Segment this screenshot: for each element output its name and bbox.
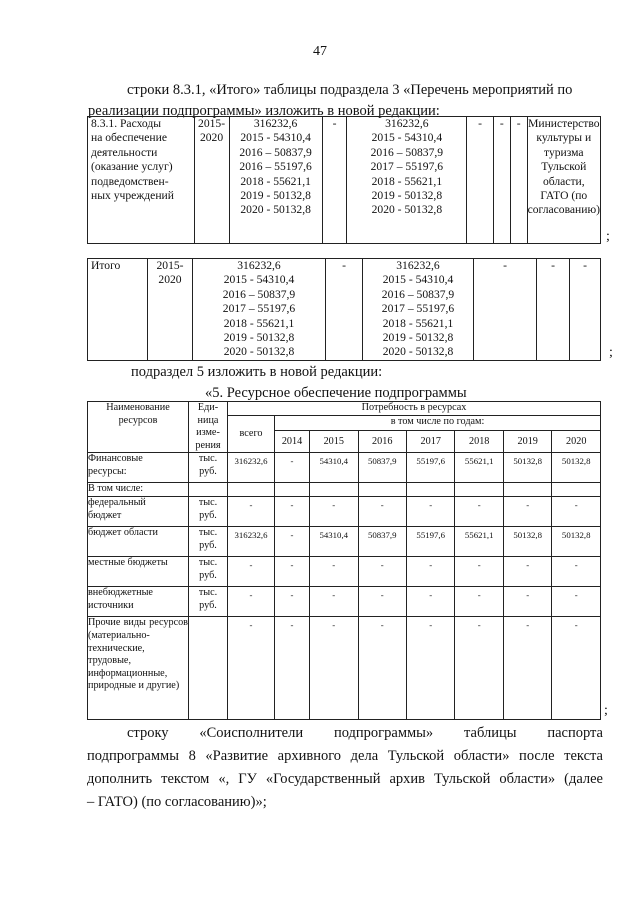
row-local-2015: - xyxy=(310,557,358,587)
row-regional-2014: - xyxy=(275,527,310,557)
row-including-2020 xyxy=(552,483,601,497)
row-including-2019 xyxy=(503,483,551,497)
row-including-name: В том числе: xyxy=(88,483,189,497)
row831-total: 316232,6 2015 - 54310,4 2016 – 50837,9 2016 – 55197,6 2018 - 55621,1 2019 - 50132,8 2020 - 50132,8 xyxy=(229,117,322,244)
resources-table xyxy=(87,401,601,720)
row-local-2016: - xyxy=(358,557,406,587)
row-local-2019: - xyxy=(503,557,551,587)
year-2018: 2018 xyxy=(455,431,503,453)
row-regional-unit: тыс. руб. xyxy=(189,527,228,557)
row831-dash-2: - xyxy=(467,117,494,244)
row-regional-name: бюджет области xyxy=(88,527,189,557)
row-local-2017: - xyxy=(406,557,454,587)
semicolon-3: ; xyxy=(604,703,608,718)
year-2015: 2015 xyxy=(310,431,358,453)
row831-name: 8.3.1. Расходы на обеспечение деятельности (оказание услуг) подведомствен- ных учреждений xyxy=(88,117,195,244)
row-federal-2019: - xyxy=(503,497,551,527)
semicolon-2: ; xyxy=(609,345,613,360)
row-other-total: - xyxy=(228,617,275,720)
row-local-total: - xyxy=(228,557,275,587)
row-regional-2015: 54310,4 xyxy=(310,527,358,557)
row-local-unit: тыс. руб. xyxy=(189,557,228,587)
closing-word-3: подпрограммы» xyxy=(333,725,434,741)
row-offbudget-2016: - xyxy=(358,587,406,617)
itogo-dash-2: - xyxy=(474,259,537,361)
row-other-2016: - xyxy=(358,617,406,720)
row-financial-unit: тыс. руб. xyxy=(189,453,228,483)
row-financial-total: 316232,6 xyxy=(228,453,275,483)
year-2016: 2016 xyxy=(358,431,406,453)
year-2020: 2020 xyxy=(552,431,601,453)
row-offbudget-2014: - xyxy=(275,587,310,617)
row-offbudget-unit: тыс. руб. xyxy=(189,587,228,617)
page-number: 47 xyxy=(313,44,327,59)
header-resource-name: Наименование ресурсов xyxy=(88,402,189,453)
closing-line-2: подпрограммы 8 «Развитие архивного дела Тульской области» после текста xyxy=(87,748,603,764)
row831-dash-4: - xyxy=(510,117,527,244)
row-offbudget-2019: - xyxy=(503,587,551,617)
row-including-2015 xyxy=(310,483,358,497)
row-local-2018: - xyxy=(455,557,503,587)
row-financial-2014: - xyxy=(275,453,310,483)
header-total: всего xyxy=(228,415,275,453)
semicolon-1: ; xyxy=(606,229,610,244)
closing-line-1 xyxy=(127,723,603,744)
row-regional-2020: 50132,8 xyxy=(552,527,601,557)
row-offbudget-2015: - xyxy=(310,587,358,617)
row-federal-2016: - xyxy=(358,497,406,527)
row831-dash-3: - xyxy=(493,117,510,244)
row-other-unit xyxy=(189,617,228,720)
section5-title: «5. Ресурсное обеспечение подпрограммы xyxy=(205,385,467,401)
year-2017: 2017 xyxy=(406,431,454,453)
itogo-period: 2015- 2020 xyxy=(148,259,193,361)
row-federal-2014: - xyxy=(275,497,310,527)
row-other-2020: - xyxy=(552,617,601,720)
row-offbudget-2017: - xyxy=(406,587,454,617)
row-other-name: Прочие виды ресурсов (материально-технические, трудовые, информационные, природные и другие) xyxy=(88,617,189,720)
closing-line-3: дополнить текстом «, ГУ «Государственный архив Тульской области» (далее xyxy=(87,771,603,787)
row-including-unit xyxy=(189,483,228,497)
row-regional-2016: 50837,9 xyxy=(358,527,406,557)
row-including-2016 xyxy=(358,483,406,497)
row-local-name: местные бюджеты xyxy=(88,557,189,587)
row-financial-2015: 54310,4 xyxy=(310,453,358,483)
row-regional-2017: 55197,6 xyxy=(406,527,454,557)
row-federal-unit: тыс. руб. xyxy=(189,497,228,527)
row-federal-name: федеральный бюджет xyxy=(88,497,189,527)
row-including-2018 xyxy=(455,483,503,497)
row-including-2014 xyxy=(275,483,310,497)
row-regional-2019: 50132,8 xyxy=(503,527,551,557)
itogo-dash-1: - xyxy=(326,259,363,361)
row-including-2017 xyxy=(406,483,454,497)
intro-line-1: строки 8.3.1, «Итого» таблицы подраздела 3 «Перечень мероприятий по xyxy=(127,82,573,98)
row-offbudget-2018: - xyxy=(455,587,503,617)
itogo-name: Итого xyxy=(88,259,148,361)
row-financial-2020: 50132,8 xyxy=(552,453,601,483)
row-including-total xyxy=(228,483,275,497)
itogo-region-budget: 316232,6 2015 - 54310,4 2016 – 50837,9 2017 – 55197,6 2018 - 55621,1 2019 - 50132,8 2020 - 50132,8 xyxy=(363,259,474,361)
row-regional-total: 316232,6 xyxy=(228,527,275,557)
row-federal-total: - xyxy=(228,497,275,527)
header-unit: Еди- ница изме- рения xyxy=(189,402,228,453)
year-2014: 2014 xyxy=(275,431,310,453)
closing-word-1: строку xyxy=(127,725,169,741)
row-regional-2018: 55621,1 xyxy=(455,527,503,557)
row-8-3-1-table xyxy=(87,116,601,244)
row831-dash-1: - xyxy=(322,117,347,244)
header-by-year: в том числе по годам: xyxy=(275,415,601,431)
itogo-table xyxy=(87,258,601,361)
intro-line-2: реализации подпрограммы» изложить в новой редакции: xyxy=(88,103,440,119)
itogo-dash-3: - xyxy=(537,259,570,361)
row-local-2014: - xyxy=(275,557,310,587)
row831-executor: Министерство культуры и туризма Тульской области, ГАТО (по согласованию) xyxy=(527,117,600,244)
closing-line-4: – ГАТО) (по согласованию)»; xyxy=(87,794,267,810)
section5-intro: подраздел 5 изложить в новой редакции: xyxy=(131,364,383,380)
row-other-2015: - xyxy=(310,617,358,720)
row831-period: 2015- 2020 xyxy=(194,117,229,244)
closing-word-5: паспорта xyxy=(547,725,603,741)
row-other-2014: - xyxy=(275,617,310,720)
itogo-dash-4: - xyxy=(570,259,601,361)
row831-region-budget: 316232,6 2015 - 54310,4 2016 – 50837,9 2017 – 55197,6 2018 - 55621,1 2019 - 50132,8 2020 - 50132,8 xyxy=(347,117,467,244)
row-offbudget-2020: - xyxy=(552,587,601,617)
row-offbudget-name: внебюджетные источники xyxy=(88,587,189,617)
row-financial-name: Финансовые ресурсы: xyxy=(88,453,189,483)
itogo-total: 316232,6 2015 - 54310,4 2016 – 50837,9 2017 – 55197,6 2018 - 55621,1 2019 - 50132,8 2020 - 50132,8 xyxy=(193,259,326,361)
row-federal-2015: - xyxy=(310,497,358,527)
row-offbudget-total: - xyxy=(228,587,275,617)
row-local-2020: - xyxy=(552,557,601,587)
row-federal-2018: - xyxy=(455,497,503,527)
row-financial-2016: 50837,9 xyxy=(358,453,406,483)
row-financial-2019: 50132,8 xyxy=(503,453,551,483)
row-financial-2017: 55197,6 xyxy=(406,453,454,483)
row-federal-2020: - xyxy=(552,497,601,527)
header-need: Потребность в ресурсах xyxy=(228,402,601,416)
year-2019: 2019 xyxy=(503,431,551,453)
row-other-2018: - xyxy=(455,617,503,720)
closing-word-2: «Соисполнители xyxy=(199,725,304,741)
row-other-2019: - xyxy=(503,617,551,720)
row-federal-2017: - xyxy=(406,497,454,527)
row-other-2017: - xyxy=(406,617,454,720)
closing-word-4: таблицы xyxy=(464,725,517,741)
row-financial-2018: 55621,1 xyxy=(455,453,503,483)
